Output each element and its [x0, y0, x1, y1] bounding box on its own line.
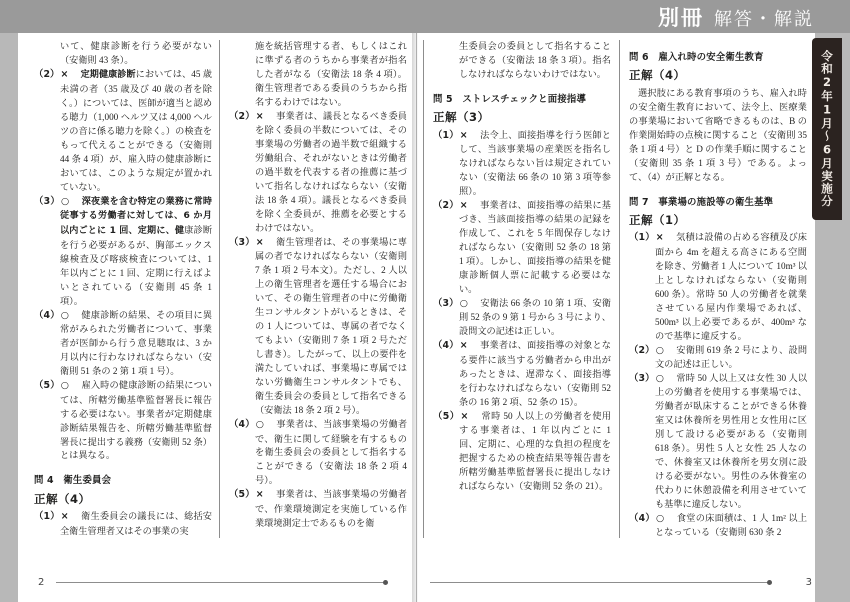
answer-option-item: （2）× 事業者は、議長となるべき委員を除く委員の半数については、その事業場の労働者の過半数で組織する労働組合、それがないときは労働者の過半数を代表する者の推薦に基づいて指名しなければならない（安衛法 18 条 4 項）。議長となるべき委員を除く全委員が、推薦を必要とするわけではない。 — [229, 110, 407, 234]
header-title-main: 別冊 — [658, 6, 704, 30]
answer-option-item: （3）○ 深夜業を含む特定の業務に常時従事する労働者に対しては、6 か月以内ごとに 1 回、定期に、健康診断を行う必要があるが、胸部エックス線検査及び喀痰検査については、1 年以内ごとに 1 回、定期に行えばよいとされている（安衛則 45 条 1 項）。 — [34, 195, 212, 307]
answer-option-item: （5）× 常時 50 人以上の労働者を使用する事業者は、1 年以内ごとに 1 回、定期に、心理的な負担の程度を把握するための検査結果等報告書を所轄労働基準監督署長に提出しなければならない（安衛則 52 条の 21）。 — [433, 410, 611, 491]
column-divider-3 — [619, 40, 620, 538]
answer-option-item: （4）○ 健康診断の結果、その項目に異常がみられた労働者について、事業者が医師から行う意見聴取は、3 か月以内に行わなければならない（安衛則 51 条の 2 第 1 項 1 号）。 — [34, 310, 212, 377]
continued-paragraph: 施を統括管理する者、もしくはこれに準ずる者のうちから事業者が指名した者がなる（安衛法 18 条 4 項）。衛生管理者である委員のうちから指名するわけではない。 — [255, 41, 407, 107]
correct-mark-icon: ○ — [60, 195, 70, 207]
option-number: （2） — [34, 68, 60, 80]
option-number: （4） — [34, 310, 60, 322]
correct-mark-icon: ○ — [60, 380, 70, 392]
answer-option-item: （3）○ 常時 50 人以上又は女性 30 人以上の労働者を使用する事業場では、労働者が臥床することができる休養室又は休養所を男性用と女性用に区別して設ける必要がある（安衛則 618 条）。男性 5 人と女性 25 人なので、休養室又は休養所を男女別に設ける必要がない。男性のみ休養室の代わりに休憩設備を利用させていても基準に違反しない。 — [629, 372, 807, 510]
question-heading: 問 4 衛生委員会 — [34, 475, 112, 487]
correct-answer-label: 正解（4） — [629, 68, 686, 83]
continued-paragraph: 生委員会の委員として指名することができる（安衛法 18 条 3 項）。指名しなければならないわけではない。 — [459, 41, 611, 79]
option-number: （4） — [629, 513, 655, 525]
option-number: （5） — [34, 380, 60, 392]
answer-option-item: （2）× 定期健康診断においては、45 歳未満の者（35 歳及び 40 歳の者を除く。）については、医師が適当と認める聴力（1,000 ヘルツ又は 4,000 ヘルツの音に係る聴力を除く。）の検査をもって代えることができる（安衛則 44 条 4 項）が、雇入時の健康診断においては、このような規定が置かれていない。 — [34, 68, 212, 192]
text-column-2 — [229, 40, 407, 540]
incorrect-mark-icon: × — [655, 232, 664, 244]
answer-option-item: （1）× 法令上、面接指導を行う医師として、当該事業場の産業医を指名しなければならない旨は規定されていない（安衛法 66 条の 10 第 3 項等参照）。 — [433, 129, 611, 196]
incorrect-mark-icon: × — [255, 237, 264, 249]
correct-mark-icon: ○ — [459, 298, 469, 310]
incorrect-mark-icon: × — [460, 410, 469, 422]
text-column-1 — [34, 40, 212, 540]
answer-option-item: （2）○ 安衛則 619 条 2 号により、設問文の記述は正しい。 — [629, 344, 807, 369]
text-column-3 — [433, 40, 611, 540]
option-number: （1） — [34, 511, 60, 523]
page-number-left: 2 — [38, 577, 45, 588]
option-number: （2） — [433, 199, 459, 211]
incorrect-mark-icon: × — [459, 340, 468, 352]
column-divider-2 — [423, 40, 424, 538]
correct-mark-icon: ○ — [656, 513, 665, 525]
answer-option-item: （4）× 事業者は、面接指導の対象となる要件に該当する労働者から申出があったときは、遅滞なく、面接指導を行わなければならない（安衛則 52 条の 16 第 2 項、52 条の 15）。 — [433, 340, 611, 407]
incorrect-mark-icon: × — [255, 489, 264, 501]
incorrect-mark-icon: × — [60, 511, 69, 523]
option-number: （2） — [629, 344, 655, 356]
option-number: （2） — [229, 110, 255, 122]
continued-paragraph: いて、健康診断を行う必要がない（安衛則 43 条）。 — [60, 41, 212, 65]
answer-option-item: （1）× 衛生委員会の議長には、総括安全衛生管理者又はその事業の実 — [34, 511, 212, 536]
option-number: （4） — [229, 419, 255, 431]
book-gutter — [412, 33, 418, 602]
option-number: （1） — [433, 129, 459, 141]
correct-mark-icon: ○ — [60, 310, 70, 322]
option-lead-emphasis: 定期健康診断 — [71, 69, 136, 80]
correct-mark-icon: ○ — [655, 372, 665, 384]
text-column-4 — [629, 40, 807, 540]
column-divider-1 — [219, 40, 220, 538]
option-number: （3） — [229, 237, 255, 249]
option-number: （5） — [229, 489, 255, 501]
page-header-title — [658, 2, 814, 32]
option-number: （1） — [629, 232, 655, 244]
option-number: （4） — [433, 340, 459, 352]
correct-answer-label: 正解（1） — [629, 212, 686, 227]
answer-option-item: （2）× 事業者は、面接指導の結果に基づき、当該面接指導の結果の記録を作成して、これを 5 年間保存しなければならない（安衛則 52 条の 18 第 1 項）。しかし、面接指導の結果を健康診断個人票に記載する必要はない。 — [433, 199, 611, 295]
answer-option-item: （3）× 衛生管理者は、その事業場に専属の者でなければならない（安衛則 7 条 1 項 2 号本文）。ただし、2 人以上の衛生管理者を選任する場合において、その衛生管理者の中に労働衛生コンサルタントがいるときは、その 1 人については、専属の者でなくてもよい（安衛則 7 条 1 項 2 号ただし書き）。したがって、以上の要件を満たしていれば、事業場に専属ではない労働衛生コンサルタントでも、衛生委員会の委員として指名できる（安衛法 18 条 2 項 2 号）。 — [229, 237, 407, 416]
answer-option-item: （5）× 事業者は、当該事業場の労働者で、作業環境測定を実施している作業環境測定士であるものを衛 — [229, 489, 407, 528]
correct-answer-label: 正解（3） — [433, 110, 490, 125]
answer-option-item: （4）○ 事業者は、当該事業場の労働者で、衛生に関して経験を有するものを衛生委員会の委員として指名することができる（安衛法 18 条 2 項 4 号）。 — [229, 419, 407, 486]
option-number: （3） — [433, 298, 459, 310]
option-number: （3） — [34, 195, 60, 207]
question-heading: 問 5 ストレスチェックと面接指導 — [433, 93, 587, 105]
answer-option-item: （4）○ 食堂の床面積は、1 人 1m² 以上となっている（安衛則 630 条 2 — [629, 513, 807, 538]
option-lead-emphasis: 深夜業を含む特定の業務に常時従事する労働者に対しては、6 か月以内ごとに 1 回、定期に、健 — [60, 196, 212, 237]
header-title-sub: 解答・解説 — [714, 9, 814, 30]
footer-rule-left — [56, 582, 386, 583]
answer-option-item: （1）× 気積は設備の占める容積及び床面から 4m を超える高さにある空間を除き、労働者 1 人について 10m³ 以上としなければならない（安衛則 600 条）。常時 50 人の労働者を就業させている屋内作業場であれば、500m³ 以上必要であるが、400m³ なので基準に違反する。 — [629, 232, 807, 341]
footer-rule-right — [430, 582, 770, 583]
question-heading: 問 6 雇入れ時の安全衛生教育 — [629, 52, 764, 63]
question-heading: 問 7 事業場の施設等の衛生基準 — [629, 196, 774, 208]
incorrect-mark-icon: × — [255, 110, 264, 122]
explanation-paragraph: 選択肢にある教育事項のうち、雇入れ時の安全衛生教育において、法令上、医療業の事業場において省略できるものは、B の作業開始時の点検に関すること（安衛則 35 条 1 項 4 号）と D の作業手順に関すること（安衛則 35 条 1 項 3 号）である。よって、（4）が正解となる。 — [629, 87, 807, 182]
chapter-side-tab: 令和2年1月〜6月実施分 — [812, 38, 842, 220]
answer-option-item: （3）○ 安衛法 66 条の 10 第 1 項、安衛則 52 条の 9 第 1 号から 3 号により、設問文の記述は正しい。 — [433, 298, 611, 337]
option-number: （3） — [629, 372, 655, 384]
incorrect-mark-icon: × — [459, 129, 468, 141]
option-number: （5） — [433, 410, 460, 422]
correct-answer-label: 正解（4） — [34, 491, 91, 506]
answer-option-item: （5）○ 雇入時の健康診断の結果については、所轄労働基準監督署長に報告する必要はない。事業者が定期健康診断結果報告を、所轄労働基準監督署長に提出する義務（安衛則 52 条）とは異なる。 — [34, 380, 212, 461]
page-number-right: 3 — [805, 577, 812, 588]
incorrect-mark-icon: × — [60, 68, 69, 80]
correct-mark-icon: ○ — [655, 344, 665, 356]
incorrect-mark-icon: × — [459, 199, 468, 211]
correct-mark-icon: ○ — [255, 419, 265, 431]
